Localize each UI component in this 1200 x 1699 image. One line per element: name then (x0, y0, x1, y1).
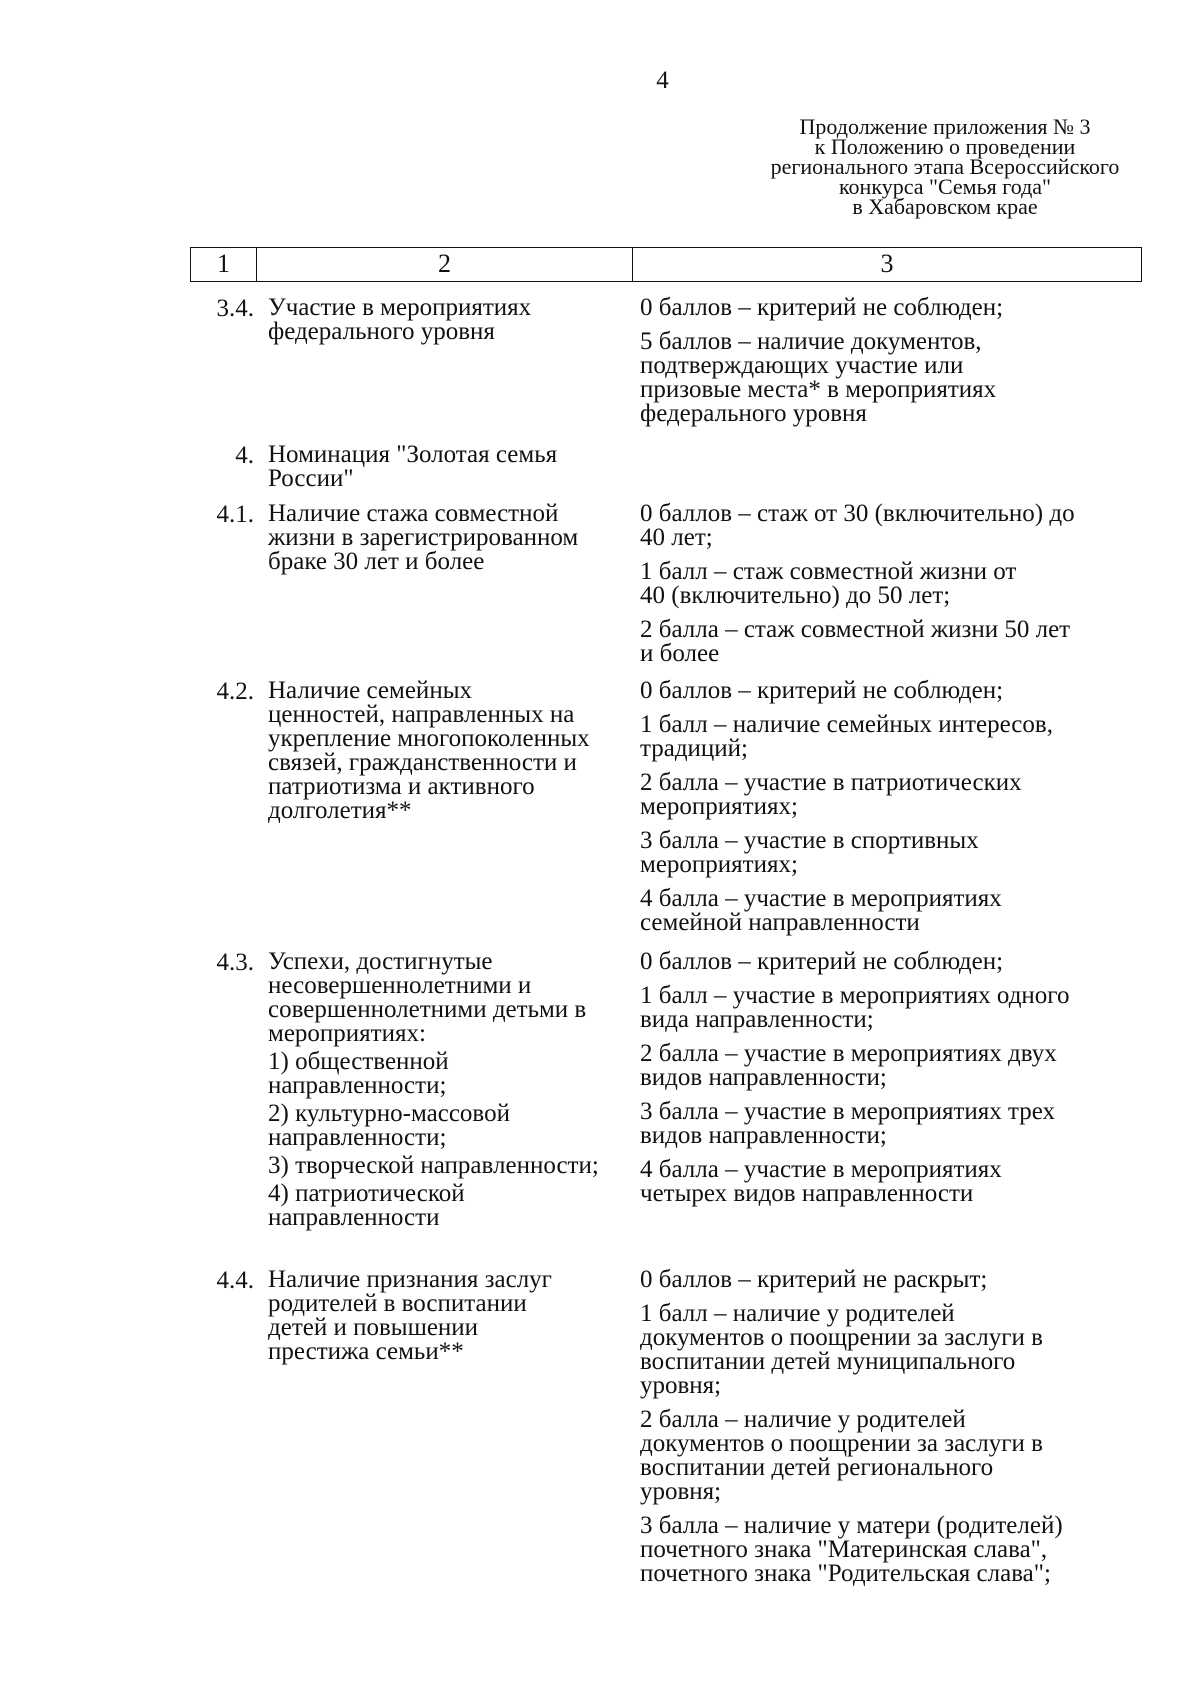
text-line: федерального уровня (640, 400, 867, 427)
text-line: Наличие признания заслуг (268, 1266, 552, 1293)
text-line: почетного знака "Материнская слава", (640, 1536, 1048, 1563)
text-line: уровня; (640, 1372, 722, 1399)
text-line: мероприятиях; (640, 851, 798, 878)
appendix-header-line: к Положению о проведении (814, 134, 1076, 159)
text-line: направленности; (268, 1124, 447, 1151)
text-line: укрепление многопоколенных (268, 725, 590, 752)
text-line: 2) культурно-массовой (268, 1100, 510, 1127)
text-line: ценностей, направленных на (268, 701, 575, 728)
appendix-header-line: регионального этапа Всероссийского (770, 154, 1120, 179)
text-line: направленности (268, 1204, 440, 1231)
text-line: 0 баллов – критерий не соблюден; (640, 948, 1004, 975)
text-line: призовые места* в мероприятиях (640, 376, 997, 403)
row-number: 4.2. (216, 678, 254, 705)
criterion-text (268, 679, 648, 827)
appendix-header-line: конкурса "Семья года" (838, 174, 1052, 199)
text-line: 4 балла – участие в мероприятиях (640, 1156, 1002, 1183)
text-line: Номинация "Золотая семья (268, 441, 558, 468)
text-line: вида направленности; (640, 1006, 874, 1033)
table-header-cell: 2 (257, 248, 633, 281)
text-line: и более (640, 640, 720, 667)
text-line: престижа семьи** (268, 1338, 464, 1365)
scores-text (640, 296, 1145, 436)
text-line: 40 (включительно) до 50 лет; (640, 582, 951, 609)
text-line: 1 балл – стаж совместной жизни от (640, 558, 1017, 585)
scores-text (640, 950, 1145, 1216)
text-line: 5 баллов – наличие документов, (640, 328, 982, 355)
text-line: патриотизма и активного (268, 773, 535, 800)
text-line: долголетия** (268, 797, 412, 824)
text-line: связей, гражданственности и (268, 749, 577, 776)
text-line: 3) творческой направленности; (268, 1152, 599, 1179)
criterion-text (268, 1268, 648, 1368)
criterion-text (268, 502, 648, 578)
scores-text (640, 502, 1145, 676)
text-line: уровня; (640, 1478, 722, 1505)
row-number: 3.4. (216, 295, 254, 322)
text-line: браке 30 лет и более (268, 548, 485, 575)
text-line: 2 балла – участие в мероприятиях двух (640, 1040, 1057, 1067)
text-line: детей и повышении (268, 1314, 479, 1341)
appendix-header-line: в Хабаровском крае (852, 194, 1038, 219)
text-line: 3 балла – участие в спортивных (640, 827, 979, 854)
row-number: 4.3. (216, 949, 254, 976)
text-line: мероприятиях: (268, 1020, 426, 1047)
row-number: 4.1. (216, 501, 254, 528)
text-line: несовершеннолетними и (268, 972, 532, 999)
text-line: видов направленности; (640, 1064, 887, 1091)
text-line: 0 баллов – критерий не раскрыт; (640, 1266, 988, 1293)
text-line: Участие в мероприятиях (268, 294, 532, 321)
text-line: 1 балл – участие в мероприятиях одного (640, 982, 1070, 1009)
text-line: четырех видов направленности (640, 1180, 974, 1207)
text-line: федерального уровня (268, 318, 495, 345)
text-line: 4 балла – участие в мероприятиях (640, 885, 1002, 912)
criterion-text (268, 443, 648, 495)
text-line: воспитании детей муниципального (640, 1348, 1016, 1375)
criterion-text (268, 950, 648, 1234)
row-number: 4. (235, 442, 254, 469)
text-line: совершеннолетними детьми в (268, 996, 587, 1023)
text-line: России" (268, 465, 354, 492)
text-line: Успехи, достигнутые (268, 948, 493, 975)
text-line: почетного знака "Родительская слава"; (640, 1560, 1051, 1587)
text-line: 0 баллов – критерий не соблюден; (640, 294, 1004, 321)
text-line: родителей в воспитании (268, 1290, 527, 1317)
page-number: 4 (656, 67, 669, 94)
row-number: 4.4. (216, 1267, 254, 1294)
text-line: 2 балла – стаж совместной жизни 50 лет (640, 616, 1071, 643)
text-line: документов о поощрении за заслуги в (640, 1430, 1043, 1457)
text-line: направленности; (268, 1072, 447, 1099)
text-line: документов о поощрении за заслуги в (640, 1324, 1043, 1351)
text-line: 1) общественной (268, 1048, 449, 1075)
appendix-header-line: Продолжение приложения № 3 (799, 114, 1091, 139)
text-line: воспитании детей регионального (640, 1454, 994, 1481)
text-line: подтверждающих участие или (640, 352, 964, 379)
text-line: традиций; (640, 735, 749, 762)
text-line: жизни в зарегистрированном (268, 524, 579, 551)
appendix-header (720, 114, 1170, 219)
text-line: Наличие семейных (268, 677, 472, 704)
scores-text (640, 1268, 1145, 1596)
table-header-row (190, 247, 1142, 282)
text-line: 3 балла – наличие у матери (родителей) (640, 1512, 1063, 1539)
text-line: 40 лет; (640, 524, 713, 551)
criterion-text (268, 296, 648, 348)
table-header-cell: 3 (880, 249, 894, 278)
text-line: 0 баллов – критерий не соблюден; (640, 677, 1004, 704)
text-line: 2 балла – наличие у родителей (640, 1406, 966, 1433)
text-line: семейной направленности (640, 909, 920, 936)
text-line: 3 балла – участие в мероприятиях трех (640, 1098, 1056, 1125)
text-line: 1 балл – наличие у родителей (640, 1300, 955, 1327)
text-line: 4) патриотической (268, 1180, 465, 1207)
text-line: видов направленности; (640, 1122, 887, 1149)
scores-text (640, 679, 1145, 945)
table-header-cell: 1 (191, 248, 257, 281)
text-line: 1 балл – наличие семейных интересов, (640, 711, 1053, 738)
text-line: мероприятиях; (640, 793, 798, 820)
text-line: 0 баллов – стаж от 30 (включительно) до (640, 500, 1075, 527)
text-line: 2 балла – участие в патриотических (640, 769, 1022, 796)
text-line: Наличие стажа совместной (268, 500, 559, 527)
